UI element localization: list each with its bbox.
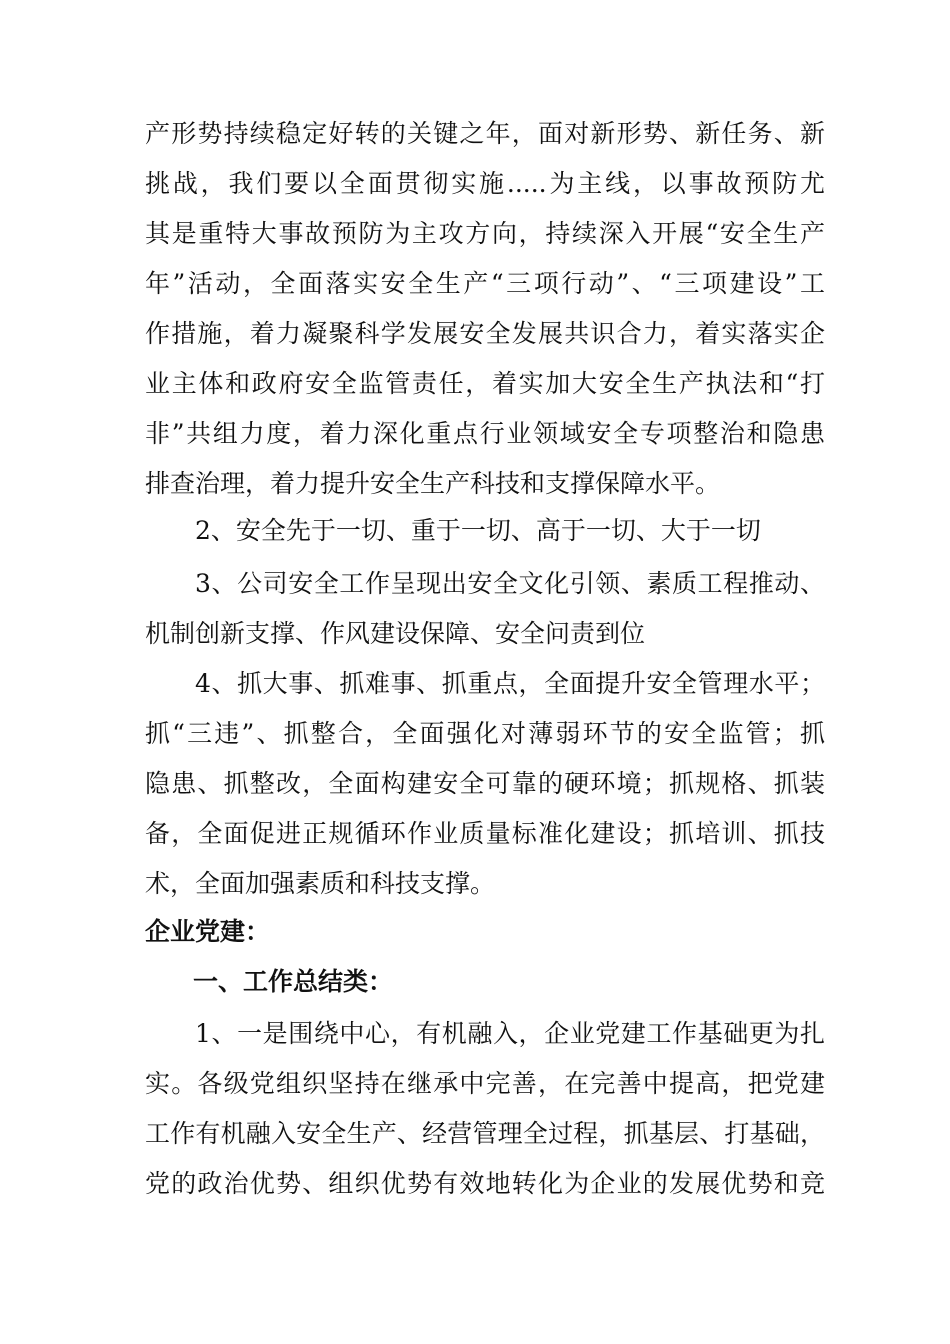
paragraph-4-line-1: 4、抓大事、抓难事、抓重点，全面提升安全管理水平；: [195, 669, 825, 698]
paragraph-4-line-5: 术，全面加强素质和科技支撑。: [145, 869, 496, 898]
paragraph-4-line-3: 隐患、抓整改，全面构建安全可靠的硬环境；抓规格、抓装: [145, 769, 825, 798]
paragraph-1-line-7: 非”共组力度，着力深化重点行业领域安全专项整治和隐患: [145, 419, 825, 448]
paragraph-1-line-3: 其是重特大事故预防为主攻方向，持续深入开展“安全生产: [145, 219, 825, 248]
summary-paragraph-line-3: 工作有机融入安全生产、经营管理全过程，抓基层、打基础，: [145, 1119, 825, 1148]
paragraph-1-line-6: 业主体和政府安全监管责任，着实加大安全生产执法和“打: [145, 369, 825, 398]
paragraph-1-line-1: 产形势持续稳定好转的关键之年，面对新形势、新任务、新: [145, 119, 825, 148]
paragraph-2-line-1: 2、安全先于一切、重于一切、高于一切、大于一切: [195, 516, 761, 545]
paragraph-3-line-2: 机制创新支撑、作风建设保障、安全问责到位: [145, 619, 646, 648]
paragraph-3-line-1: 3、公司安全工作呈现出安全文化引领、素质工程推动、: [195, 569, 825, 598]
section-heading: 企业党建：: [145, 917, 271, 946]
summary-paragraph-line-4: 党的政治优势、组织优势有效地转化为企业的发展优势和竞: [145, 1169, 825, 1198]
summary-paragraph-line-1: 1、一是围绕中心，有机融入，企业党建工作基础更为扎: [195, 1019, 825, 1048]
paragraph-1-line-8: 排查治理，着力提升安全生产科技和支撑保障水平。: [145, 469, 721, 498]
paragraph-4-line-2: 抓“三违”、抓整合，全面强化对薄弱环节的安全监管；抓: [145, 719, 825, 748]
paragraph-1-line-5: 作措施，着力凝聚科学发展安全发展共识合力，着实落实企: [145, 319, 825, 348]
subsection-heading: 一、工作总结类：: [193, 967, 394, 996]
paragraph-4-line-4: 备，全面促进正规循环作业质量标准化建设；抓培训、抓技: [145, 819, 825, 848]
summary-paragraph-line-2: 实。各级党组织坚持在继承中完善，在完善中提高，把党建: [145, 1069, 825, 1098]
paragraph-1-line-4: 年”活动，全面落实安全生产“三项行动”、“三项建设”工: [145, 269, 825, 298]
paragraph-1-line-2: 挑战，我们要以全面贯彻实施.....为主线，以事故预防尤: [145, 169, 825, 198]
